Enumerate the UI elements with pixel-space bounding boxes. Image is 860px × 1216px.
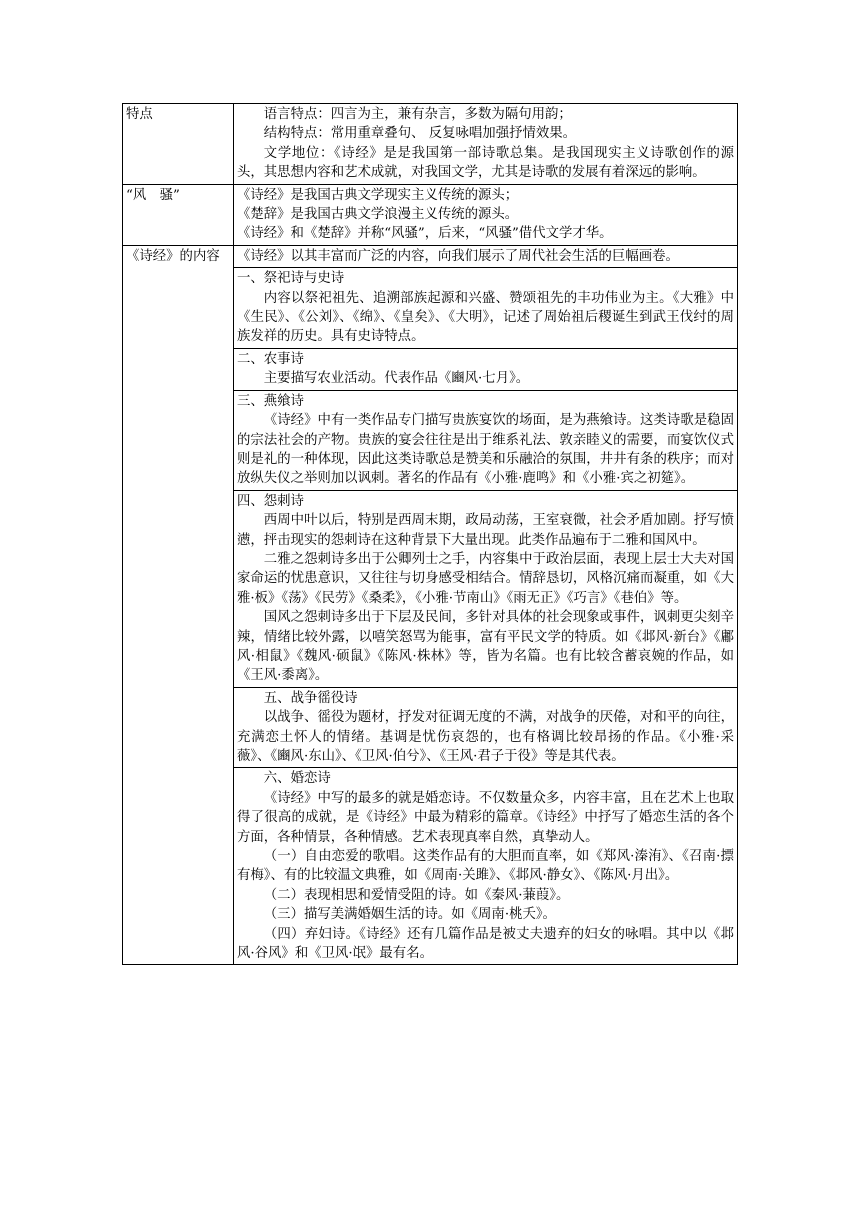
section-cell xyxy=(234,687,738,768)
paragraph: 以战争、徭役为题材，抒发对征调无度的不满，对战争的厌倦，对和平的向往，充满恋土怀人的情绪。基调是忧伤哀怨的，也有格调比较昂扬的作品。《小雅·采薇》、《豳风·东山》、《卫风·伯兮》、《王风·君子于役》等是其代表。 xyxy=(237,710,734,764)
section-cell xyxy=(234,268,738,349)
paragraph: 《诗经》中有一类作品专门描写贵族宴饮的场面，是为燕飨诗。这类诗歌是稳固的宗法社会的产物。贵族的宴会往往是出于维系礼法、敦亲睦义的需要，而宴饮仪式则是礼的一种体现，因此这类诗歌总是赞美和乐融洽的氛围，井井有条的秩序；而对放纵失仪之举则加以讽刺。著名的作品有《小雅·鹿鸣》和《小雅·宾之初筵》。 xyxy=(237,413,734,487)
paragraph: 二雅之怨刺诗多出于公卿列士之手，内容集中于政治层面，表现上层士大夫对国家命运的忧患意识，又往往与切身感受相结合。情辞恳切，风格沉痛而凝重，如《大雅·板》《荡》《民劳》《桑柔》，《小雅·节南山》《雨无正》《巧言》《巷伯》等。 xyxy=(237,551,734,606)
paragraph: （三）描写美满婚姻生活的诗。如《周南·桃夭》。 xyxy=(263,907,556,923)
paragraph: 结构特点：常用重章叠句、 反复咏唱加强抒情效果。 xyxy=(263,126,577,142)
section-title: 五、战争徭役诗 xyxy=(263,690,358,706)
section-cell xyxy=(234,768,738,965)
section-title: 一、祭祀诗与史诗 xyxy=(237,271,345,287)
table-row xyxy=(123,184,738,245)
paragraph: 《诗经》中写的最多的就是婚恋诗。不仅数量众多，内容丰富，且在艺术上也取得了很高的成就，是《诗经》中最为精彩的篇章。《诗经》中抒写了婚恋生活的各个方面，各种情景，各种情感。艺术表现真率自然，真挚动人。 xyxy=(237,790,734,845)
paragraph: 《诗经》是我国古典文学现实主义传统的源头； xyxy=(237,187,519,203)
paragraph: （二）表现相思和爱情受阻的诗。如《秦风·蒹葭》。 xyxy=(263,887,570,903)
row-label: 特点 xyxy=(123,104,234,185)
paragraph: 西周中叶以后，特别是西周末期，政局动荡，王室衰微，社会矛盾加剧。抒写愤懑，抨击现实的怨刺诗在这种背景下大量出现。此类作品遍布于二雅和国风中。 xyxy=(237,513,734,548)
section-cell xyxy=(234,490,738,687)
paragraph: （一）自由恋爱的歌唱。这类作品有的大胆而直率，如《郑风·溱洧》、《召南·摽有梅》、有的比较温文典雅，如《周南·关雎》、《邶风·静女》、《陈风·月出》。 xyxy=(237,849,734,884)
paragraph: 国风之怨刺诗多出于下层及民间，多针对具体的社会现象或事件，讽刺更尖刻辛辣，情绪比较外露，以嘻笑怒骂为能事，富有平民文学的特质。如《邶风·新台》《鄘风·相鼠》《魏风·硕鼠》《陈风·株林》等，皆为名篇。也有比较含蓄哀婉的作品，如《王风·黍离》。 xyxy=(237,610,734,684)
paragraph: 《诗经》和《楚辞》并称“风骚”，后来，“风骚”借代文学才华。 xyxy=(237,226,613,242)
paragraph: 《楚辞》是我国古典文学浪漫主义传统的源头。 xyxy=(237,207,519,223)
poetry-notes-table xyxy=(122,103,738,965)
section-title: 四、怨刺诗 xyxy=(237,493,304,509)
section-cell xyxy=(234,348,738,390)
paragraph: 文学地位：《诗经》是是我国第一部诗歌总集。是我国现实主义诗歌创作的源头，其思想内容和艺术成就，对我国文学，尤其是诗歌的发展有着深远的影响。 xyxy=(237,145,734,181)
paragraph: 主要描写农业活动。代表作品《豳风·七月》。 xyxy=(263,371,530,387)
section-title: 二、农事诗 xyxy=(237,351,304,367)
row-content xyxy=(234,184,738,245)
paragraph: 内容以祭祀祖先、追溯部族起源和兴盛、赞颂祖先的丰功伟业为主。《大雅》中《生民》、《公刘》、《绵》、《皇矣》、《大明》，记述了周始祖后稷诞生到武王伐纣的周族发祥的历史。具有史诗特点。 xyxy=(237,290,734,345)
paragraph: （四）弃妇诗。《诗经》还有几篇作品是被丈夫遗弃的妇女的咏唱。其中以《邶风·谷风》和《卫风·氓》最有名。 xyxy=(237,926,734,962)
row-content xyxy=(234,104,738,185)
paragraph: 语言特点：四言为主，兼有杂言，多数为隔句用韵； xyxy=(263,107,572,122)
row-label: “风 骚” xyxy=(123,184,234,245)
table-row xyxy=(123,245,738,267)
section-title: 六、婚恋诗 xyxy=(263,771,331,787)
paragraph: 《诗经》以其丰富而广泛的内容，向我们展示了周代社会生活的巨幅画卷。 xyxy=(237,248,679,264)
section-title: 三、燕飨诗 xyxy=(237,393,304,409)
table-row xyxy=(123,104,738,185)
section-cell xyxy=(234,390,738,490)
row-label: 《诗经》的内容 xyxy=(123,245,234,965)
row-content xyxy=(234,245,738,267)
